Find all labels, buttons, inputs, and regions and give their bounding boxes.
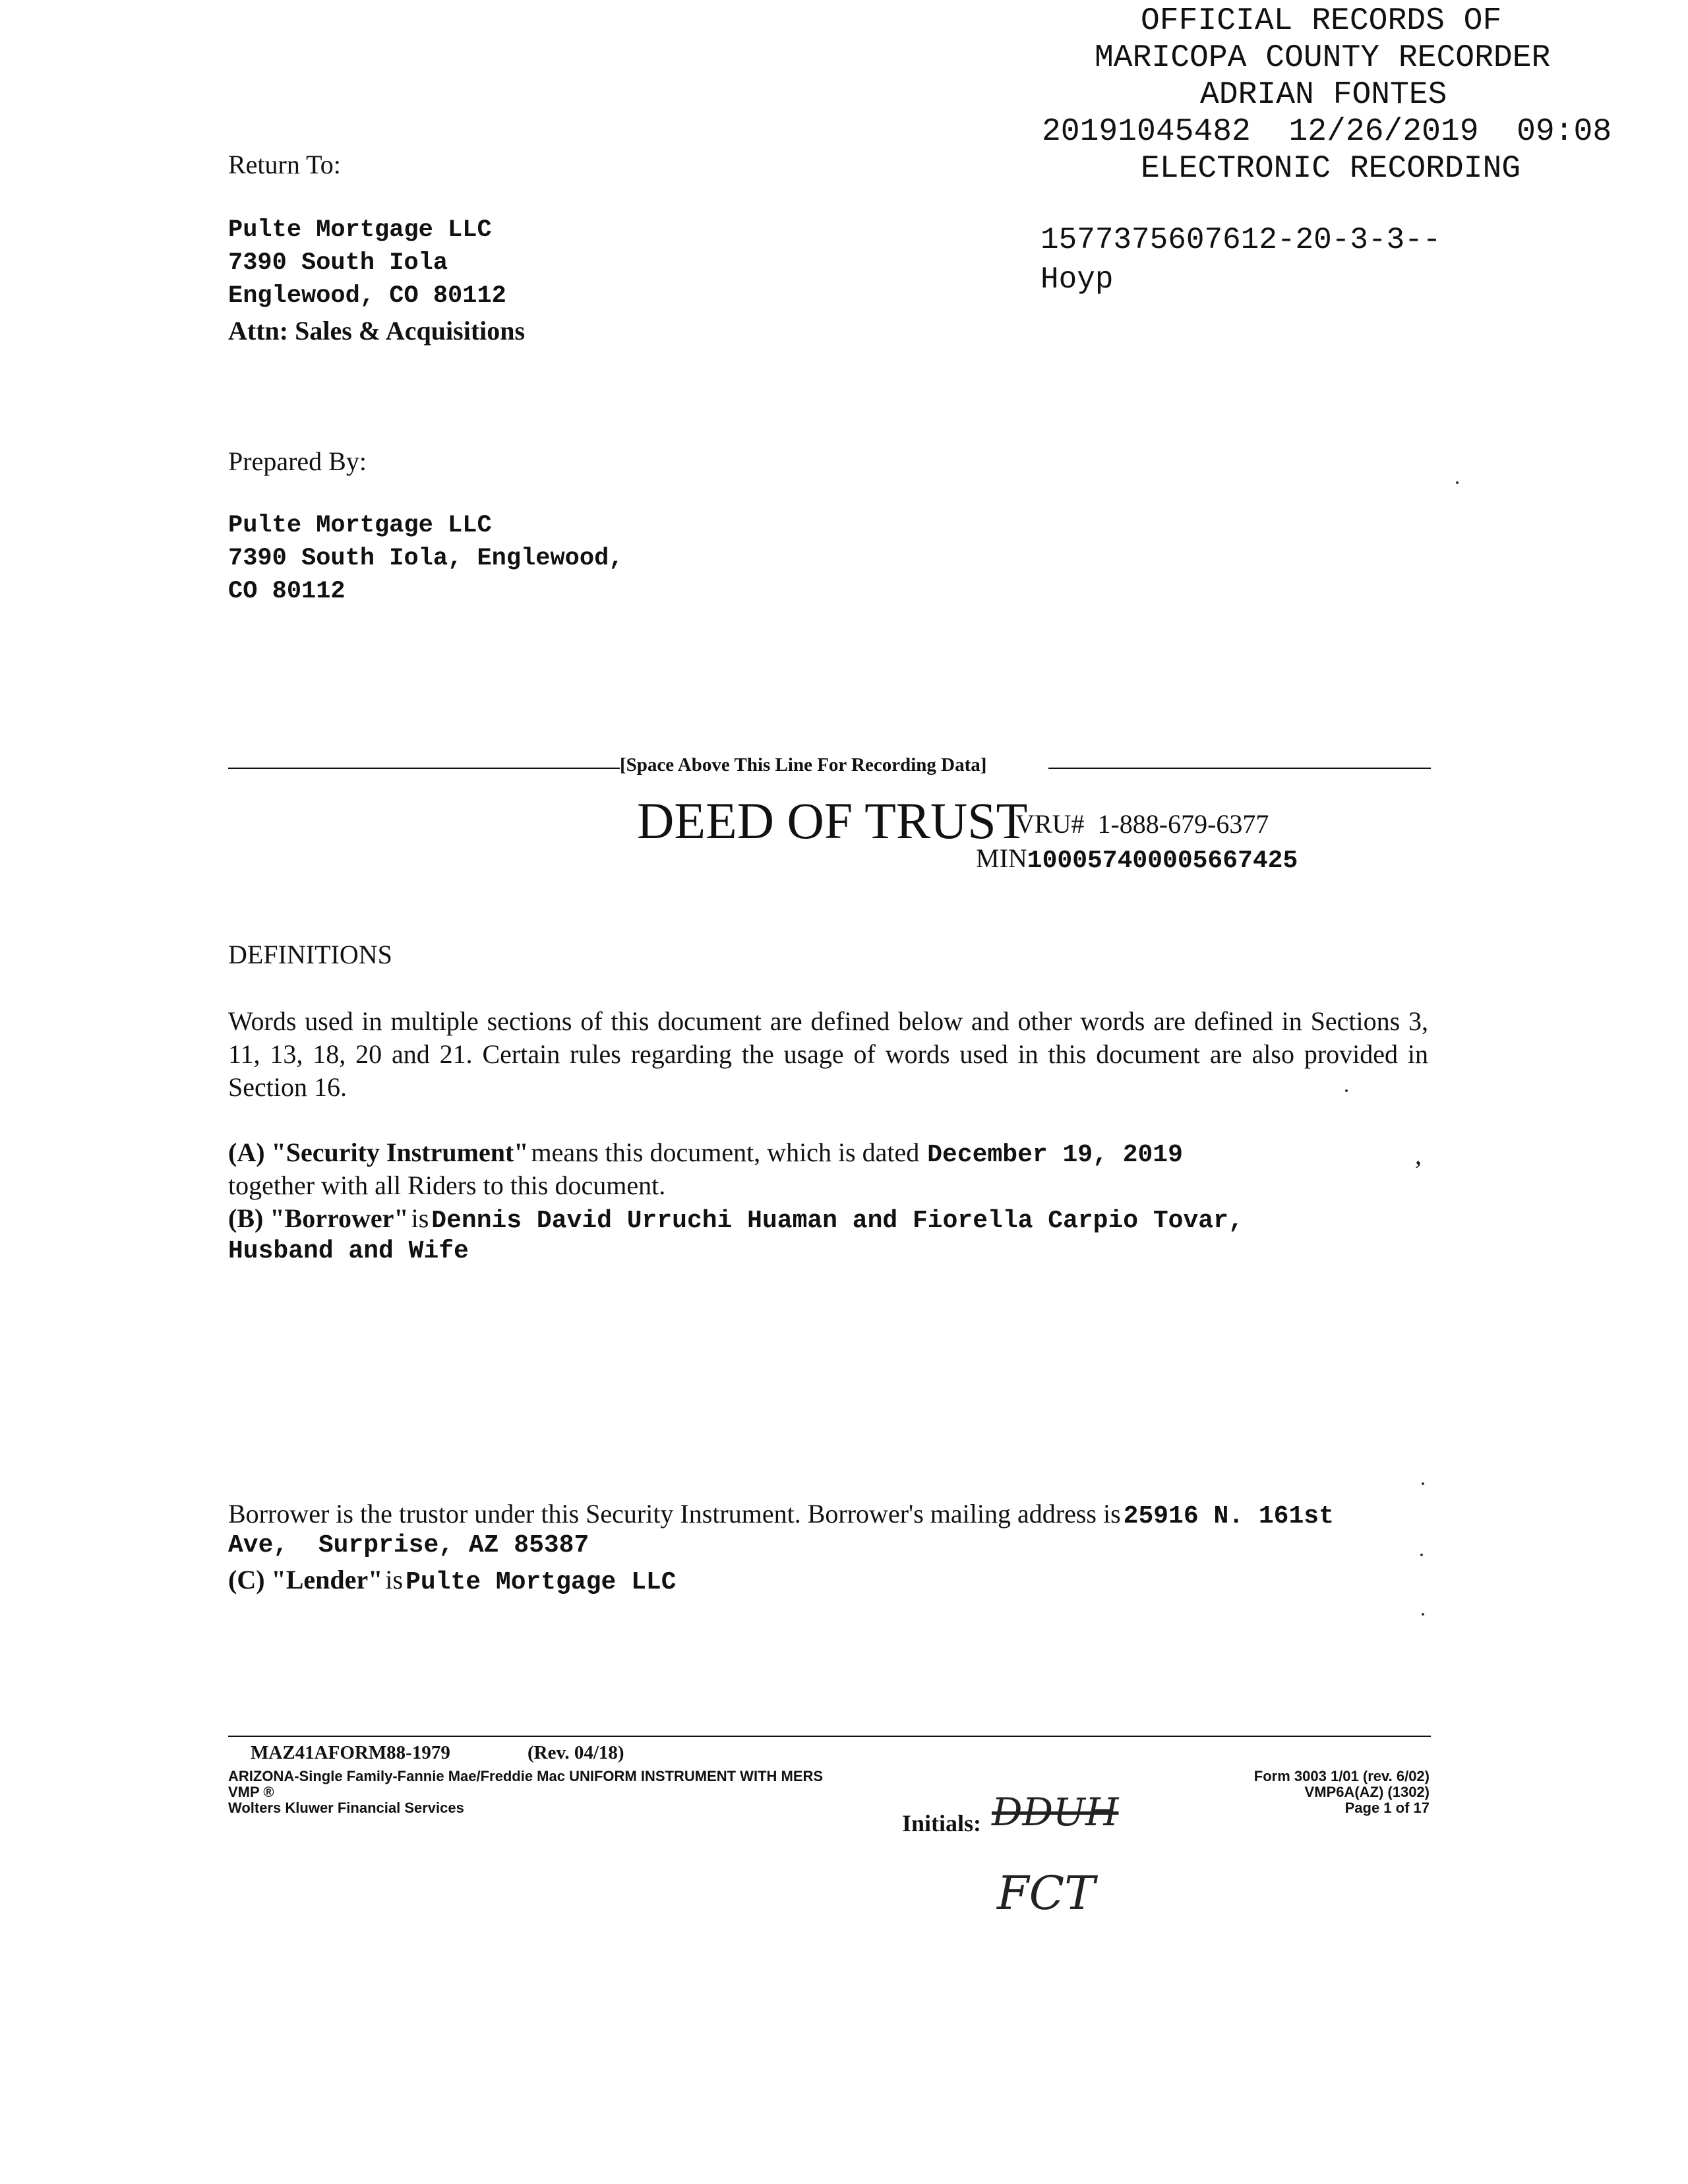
- document-title: DEED OF TRUST: [637, 792, 1028, 849]
- footer-line-1: ARIZONA-Single Family-Fannie Mae/Freddie Mac UNIFORM INSTRUMENT WITH MERS: [228, 1768, 824, 1784]
- lender-name: Pulte Mortgage LLC: [406, 1568, 677, 1596]
- footer-line-2: VMP ®: [228, 1784, 274, 1800]
- recording-line-label: [Space Above This Line For Recording Data]: [620, 754, 987, 775]
- min-line: [976, 843, 1298, 875]
- footer-form-number: Form 3003 1/01 (rev. 6/02): [1253, 1768, 1430, 1784]
- footer-page-number: Page 1 of 17: [1344, 1800, 1430, 1816]
- definition-c-text: is: [385, 1565, 404, 1594]
- return-to-attn: Attn: Sales & Acquisitions: [228, 316, 526, 346]
- return-to-name: Pulte Mortgage LLC: [228, 216, 492, 244]
- footer-line-3: Wolters Kluwer Financial Services: [228, 1800, 464, 1816]
- vru-label: VRU#: [1015, 809, 1085, 839]
- definitions-intro: Words used in multiple sections of this document are defined below and other words are defined in Sections 3, 11, 13, 18, 20 and 21. Certain rules regarding the usage of words used in this document are also provided in Section 16.: [228, 1006, 1428, 1102]
- recording-date: 12/26/2019: [1288, 114, 1479, 150]
- min-label: MIN: [976, 843, 1027, 873]
- definition-b-text: is: [411, 1203, 429, 1233]
- return-to-label: Return To:: [228, 150, 341, 179]
- prepared-by-name: Pulte Mortgage LLC: [228, 512, 492, 539]
- recording-time: 09:08: [1517, 114, 1612, 150]
- mailing-address-2: Ave, Surprise, AZ 85387: [228, 1531, 589, 1560]
- footer-rule: [228, 1736, 1431, 1737]
- definition-b-line: [228, 1203, 1244, 1235]
- scan-speck: [1420, 1554, 1423, 1556]
- recording-line-right: [1048, 768, 1431, 769]
- document-code-suffix: Hoyp: [1040, 262, 1114, 297]
- recording-number-line: [1042, 113, 1612, 150]
- recording-line-county: MARICOPA COUNTY RECORDER: [1095, 40, 1551, 76]
- trustor-text: Borrower is the trustor under this Security Instrument. Borrower's mailing address is: [228, 1499, 1121, 1529]
- definition-a-label: (A) "Security Instrument": [228, 1138, 529, 1167]
- definition-a-text: means this document, which is dated: [531, 1138, 920, 1167]
- definition-a-comma: ,: [1415, 1140, 1422, 1170]
- prepared-by-address-1: 7390 South Iola, Englewood,: [228, 545, 624, 572]
- definition-b-label: (B) "Borrower": [228, 1203, 409, 1233]
- scan-speck: [1345, 1089, 1348, 1092]
- prepared-by-label: Prepared By:: [228, 446, 367, 476]
- recording-number: 20191045482: [1042, 114, 1251, 150]
- borrower-name-1: Dennis David Urruchi Huaman and Fiorella Carpio Tovar,: [431, 1207, 1244, 1235]
- recording-line-electronic: ELECTRONIC RECORDING: [1141, 151, 1521, 187]
- definition-a-date: December 19, 2019: [927, 1141, 1183, 1169]
- return-to-street: 7390 South Iola: [228, 249, 448, 277]
- return-to-city: Englewood, CO 80112: [228, 282, 506, 310]
- definition-c-line: [228, 1564, 677, 1596]
- initials-signature-1: DDUH: [992, 1790, 1119, 1835]
- document-code: 1577375607612-20-3-3--: [1040, 223, 1441, 257]
- min-number: 100057400005667425: [1027, 847, 1298, 875]
- footer-vmp-code: VMP6A(AZ) (1302): [1304, 1784, 1430, 1800]
- trustor-line: [228, 1498, 1334, 1531]
- scan-speck: [1422, 1482, 1424, 1485]
- definitions-heading: DEFINITIONS: [228, 940, 392, 969]
- vru-number: 1-888-679-6377: [1097, 809, 1269, 839]
- definition-c-label: (C) "Lender": [228, 1565, 383, 1594]
- footer-form-code: MAZ41AFORM88-1979: [251, 1742, 450, 1763]
- borrower-name-2: Husband and Wife: [228, 1237, 469, 1265]
- prepared-by-address-2: CO 80112: [228, 578, 346, 605]
- definition-a-continuation: together with all Riders to this document.: [228, 1170, 666, 1200]
- recording-line-recorder: ADRIAN FONTES: [1200, 77, 1447, 113]
- initials-signature-2: FCT: [997, 1866, 1095, 1920]
- footer-revision: (Rev. 04/18): [528, 1742, 624, 1763]
- mailing-address-1: 25916 N. 161st: [1123, 1502, 1334, 1531]
- scan-speck: [1456, 481, 1459, 484]
- recording-line-official: OFFICIAL RECORDS OF: [1141, 3, 1502, 39]
- recording-line-left: [228, 768, 620, 769]
- definition-a-line: [228, 1137, 1183, 1169]
- scan-speck: [1422, 1613, 1424, 1616]
- vru-line: [1015, 808, 1269, 839]
- initials-label: Initials:: [902, 1810, 982, 1836]
